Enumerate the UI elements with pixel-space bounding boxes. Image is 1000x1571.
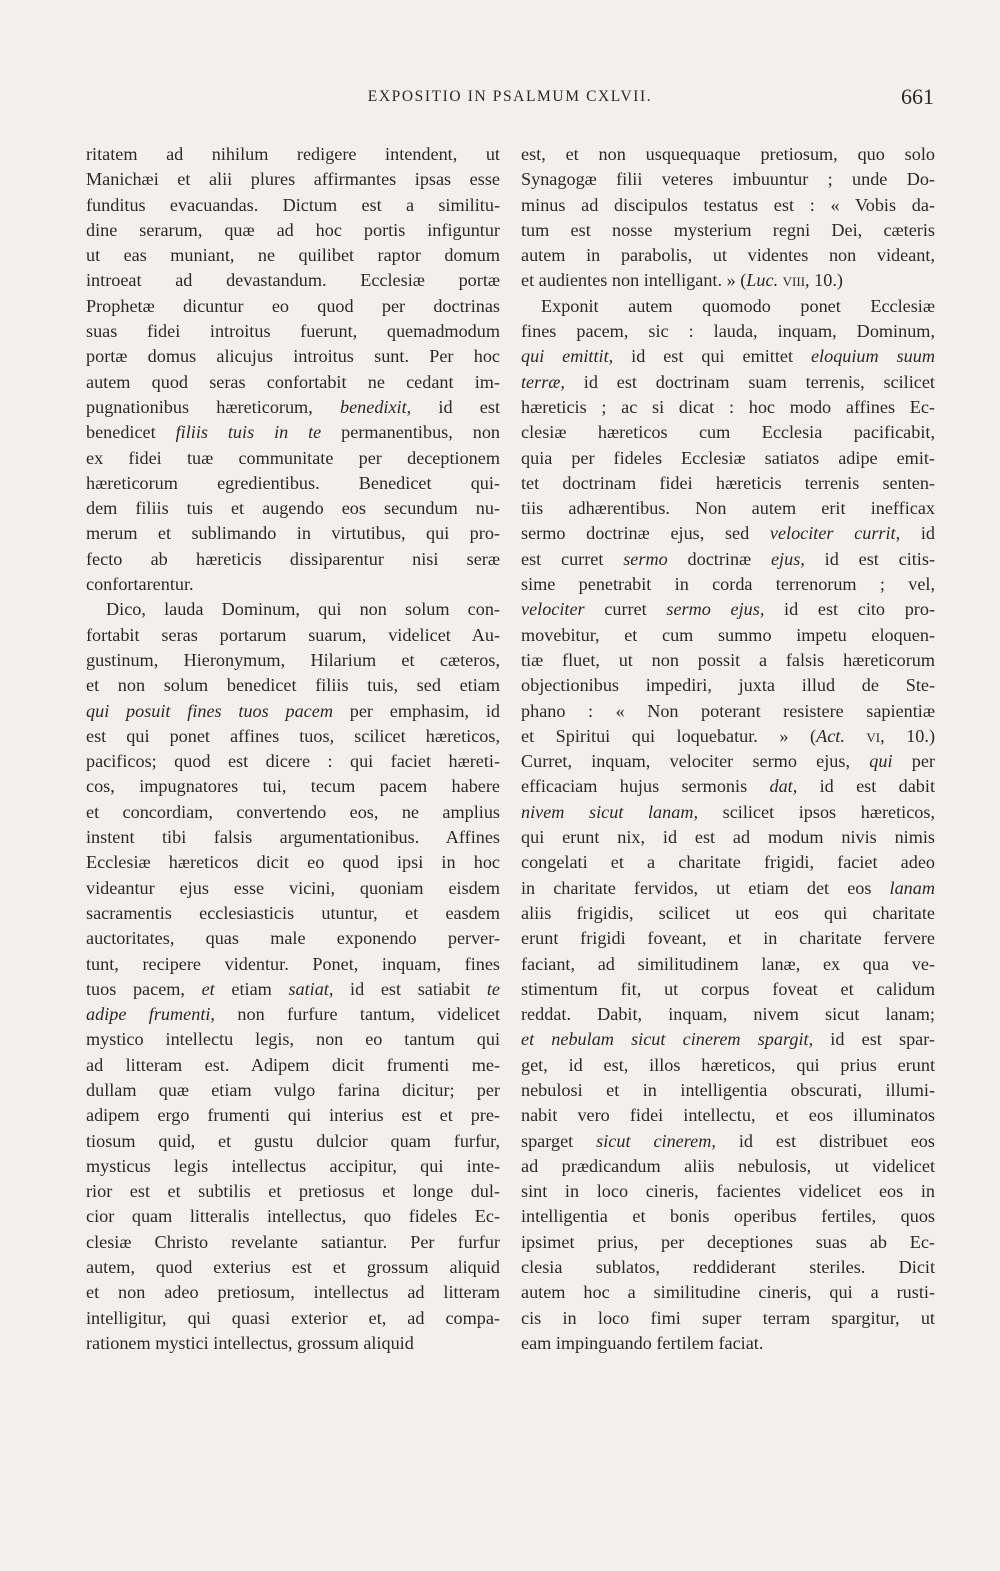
text-line: stimentum fit, ut corpus foveat et calidum [521, 978, 935, 999]
running-header [86, 84, 934, 116]
text-line: hæreticorum egredientibus. Benedicet qui- [86, 472, 500, 493]
text-line: clesia sublatos, reddiderant steriles. Dicit [521, 1257, 935, 1278]
text-line: tunt, recipere videntur. Ponet, inquam, fines [86, 953, 500, 974]
text-line: instent tibi falsis argumentationibus. Affines [86, 827, 500, 848]
text-line: autem hoc a similitudine cineris, qui a rusti- [521, 1282, 935, 1303]
text-line: et Spiritui qui loquebatur. » (Act. vi, 10.) [521, 725, 935, 746]
text-line: Exponit autem quomodo ponet Ecclesiæ [541, 295, 935, 316]
text-line: autem in parabolis, ut videntes non videant, [521, 245, 935, 266]
text-line: ritatem ad nihilum redigere intendent, ut [86, 144, 500, 164]
text-line: fecto ab hæreticis dissiparentur nisi seræ [86, 548, 500, 569]
text-line: auctoritates, quas male exponendo perver- [86, 928, 500, 949]
text-line: funditus evacuandas. Dictum est a similitu- [86, 194, 500, 215]
text-line: tuos pacem, et etiam satiat, id est satiabit te [86, 978, 500, 999]
text-line: tum est nosse mysterium regni Dei, cæteris [521, 219, 935, 240]
text-line: et nebulam sicut cinerem spargit, id est spar- [521, 1029, 935, 1050]
text-line: qui emittit, id est qui emittet eloquium suum [521, 346, 935, 367]
text-line: intelligitur, qui quasi exterior et, ad compa- [86, 1307, 500, 1328]
text-line: pacificos; quod est dicere : qui faciet hæreti- [86, 751, 500, 772]
left-column [86, 142, 500, 1356]
text-line: fines pacem, sic : lauda, inquam, Dominum, [521, 321, 935, 342]
text-line: dine serarum, quæ ad hoc portis infiguntur [86, 219, 500, 240]
text-line: sime penetrabit in corda terrenorum ; vel, [521, 574, 935, 595]
text-line: benedicet filiis tuis in te permanentibus, non [86, 422, 501, 443]
text-line: sermo doctrinæ ejus, sed velociter currit, id [521, 523, 935, 544]
text-line: nabit vero fidei intellectu, et eos illuminatos [521, 1105, 935, 1126]
text-line: in charitate fervidos, ut etiam det eos lanam [521, 877, 935, 898]
text-line: hæreticis ; ac si dicat : hoc modo affines Ec- [521, 396, 935, 417]
text-line: et audientes non intelligant. » (Luc. viii, 10.) [521, 270, 843, 291]
text-line: phano : « Non poterant resistere sapientiæ [521, 700, 935, 721]
text-line: dem filiis tuis et augendo eos secundum nu- [86, 498, 500, 519]
text-line: get, id est, illos hæreticos, qui prius erunt [521, 1054, 935, 1075]
text-line: est, et non usquequaque pretiosum, quo solo [521, 144, 935, 164]
text-line: suas fidei introitus fuerunt, quemadmodum [86, 321, 500, 342]
text-line: fortabit seras portarum suarum, videlicet Au- [86, 624, 500, 645]
text-line: minus ad discipulos testatus est : « Vobis da- [521, 194, 935, 215]
text-line: Synagogæ filii veteres imbuuntur ; unde Do- [521, 169, 935, 190]
text-line: portæ domus alicujus introitus sunt. Per hoc [86, 346, 500, 367]
text-line: est curret sermo doctrinæ ejus, id est citis- [521, 548, 935, 569]
text-line: ipsimet prius, per deceptiones suas ab Ec- [521, 1231, 935, 1252]
text-line: eam impinguando fertilem faciat. [521, 1332, 764, 1353]
text-line: Curret, inquam, velociter sermo ejus, qui per [521, 751, 935, 772]
text-line: et non adeo pretiosum, intellectus ad litteram [86, 1282, 500, 1303]
text-line: faciant, ad similitudinem lanæ, ex qua ve- [521, 953, 935, 974]
text-line: mystico intellectu legis, non eo tantum qui [86, 1029, 500, 1050]
text-line: Prophetæ dicuntur eo quod per doctrinas [86, 295, 500, 316]
text-line: sint in loco cineris, facientes videlicet eos in [521, 1181, 935, 1202]
text-line: terræ, id est doctrinam suam terrenis, scilicet [521, 371, 935, 392]
text-line: erunt frigidi foveant, et in charitate fervere [521, 928, 935, 949]
text-line: ad litteram est. Adipem dicit frumenti me- [86, 1054, 500, 1075]
text-line: aliis frigidis, scilicet ut eos qui charitate [521, 902, 935, 923]
text-line: cior quam litteralis intellectus, quo fideles Ec- [86, 1206, 500, 1227]
text-line: nivem sicut lanam, scilicet ipsos hæreticos, [521, 801, 935, 822]
text-line: tiosum quid, et gustu dulcior quam furfur, [86, 1130, 500, 1151]
text-line: autem quod seras confortabit ne cedant im- [86, 371, 500, 392]
text-line: introeat ad devastandum. Ecclesiæ portæ [86, 270, 500, 291]
text-line: tet doctrinam fidei hæreticis terrenis senten- [521, 472, 935, 493]
text-line: rior est et subtilis et pretiosus et longe dul- [86, 1181, 500, 1202]
text-line: sparget sicut cinerem, id est distribuet eos [521, 1130, 935, 1151]
text-line: intelligentia et bonis operibus fertiles, quos [521, 1206, 935, 1227]
text-line: mysticus legis intellectus accipitur, qui inte- [86, 1155, 500, 1176]
text-line: nebulosi et in intelligentia obscurati, illumi- [521, 1079, 935, 1100]
text-line: quia per fideles Ecclesiæ satiatos adipe emit- [521, 447, 935, 468]
text-line: Manichæi et alii plures affirmantes ipsas esse [86, 169, 500, 190]
text-line: qui erunt nix, id est ad modum nivis nimis [521, 827, 935, 848]
text-line: ex fidei tuæ communitate per deceptionem [86, 447, 500, 468]
text-line: tiis adhærentibus. Non autem erit inefficax [521, 498, 935, 519]
text-line: Dico, lauda Dominum, qui non solum con- [106, 599, 500, 620]
text-line: cos, impugnatores tui, tecum pacem habere [86, 776, 500, 797]
right-column [521, 142, 935, 1356]
text-line: confortarentur. [86, 574, 194, 595]
text-line: est qui ponet affines tuos, scilicet hæreticos, [86, 725, 500, 746]
text-line: dullam quæ etiam vulgo farina dicitur; per [86, 1079, 500, 1100]
text-line: congelati et a charitate frigidi, faciet adeo [521, 852, 935, 873]
text-line: sacramentis ecclesiasticis utuntur, et easdem [86, 902, 500, 923]
text-line: Ecclesiæ hæreticos dicit eo quod ipsi in hoc [86, 852, 500, 873]
text-line: cis in loco fimi super terram spargitur, ut [521, 1307, 935, 1328]
text-line: et non solum benedicet filiis tuis, sed etiam [86, 675, 500, 696]
text-line: reddat. Dabit, inquam, nivem sicut lanam; [521, 1004, 935, 1025]
text-line: ad prædicandum aliis nebulosis, ut videlicet [521, 1155, 935, 1176]
text-line: clesiæ Christo revelante satiantur. Per furfur [86, 1231, 500, 1252]
text-line: adipem ergo frumenti qui interius est et pre- [86, 1105, 500, 1126]
text-line: et concordiam, convertendo eos, ne amplius [86, 801, 500, 822]
text-line: ut eas muniant, ne quilibet raptor domum [86, 245, 500, 266]
page-number: 661 [901, 84, 934, 109]
text-line: efficaciam hujus sermonis dat, id est dabit [521, 776, 935, 797]
text-line: gustinum, Hieronymum, Hilarium et cæteros, [86, 649, 500, 670]
text-line: objectionibus impediri, juxta illud de Ste- [521, 675, 935, 696]
text-line: videantur ejus esse vicini, quoniam eisdem [86, 877, 500, 898]
text-line: velociter curret sermo ejus, id est cito pro- [521, 599, 935, 620]
text-line: merum et sublimando in virtutibus, qui pro- [86, 523, 500, 544]
text-line: tiæ fluet, ut non possit a falsis hæreticorum [521, 649, 935, 670]
text-line: autem, quod exterius est et grossum aliquid [86, 1257, 500, 1278]
text-line: rationem mystici intellectus, grossum aliquid [86, 1332, 414, 1353]
text-line: qui posuit fines tuos pacem per emphasim, id [86, 700, 500, 721]
text-line: pugnationibus hæreticorum, benedixit, id est [86, 396, 500, 417]
running-title: EXPOSITIO IN PSALMUM CXLVII. [367, 88, 653, 105]
text-line: clesiæ hæreticos cum Ecclesia pacificabit, [521, 422, 935, 443]
text-line: adipe frumenti, non furfure tantum, videlicet [86, 1004, 500, 1025]
text-line: movebitur, et cum summo impetu eloquen- [521, 624, 935, 645]
